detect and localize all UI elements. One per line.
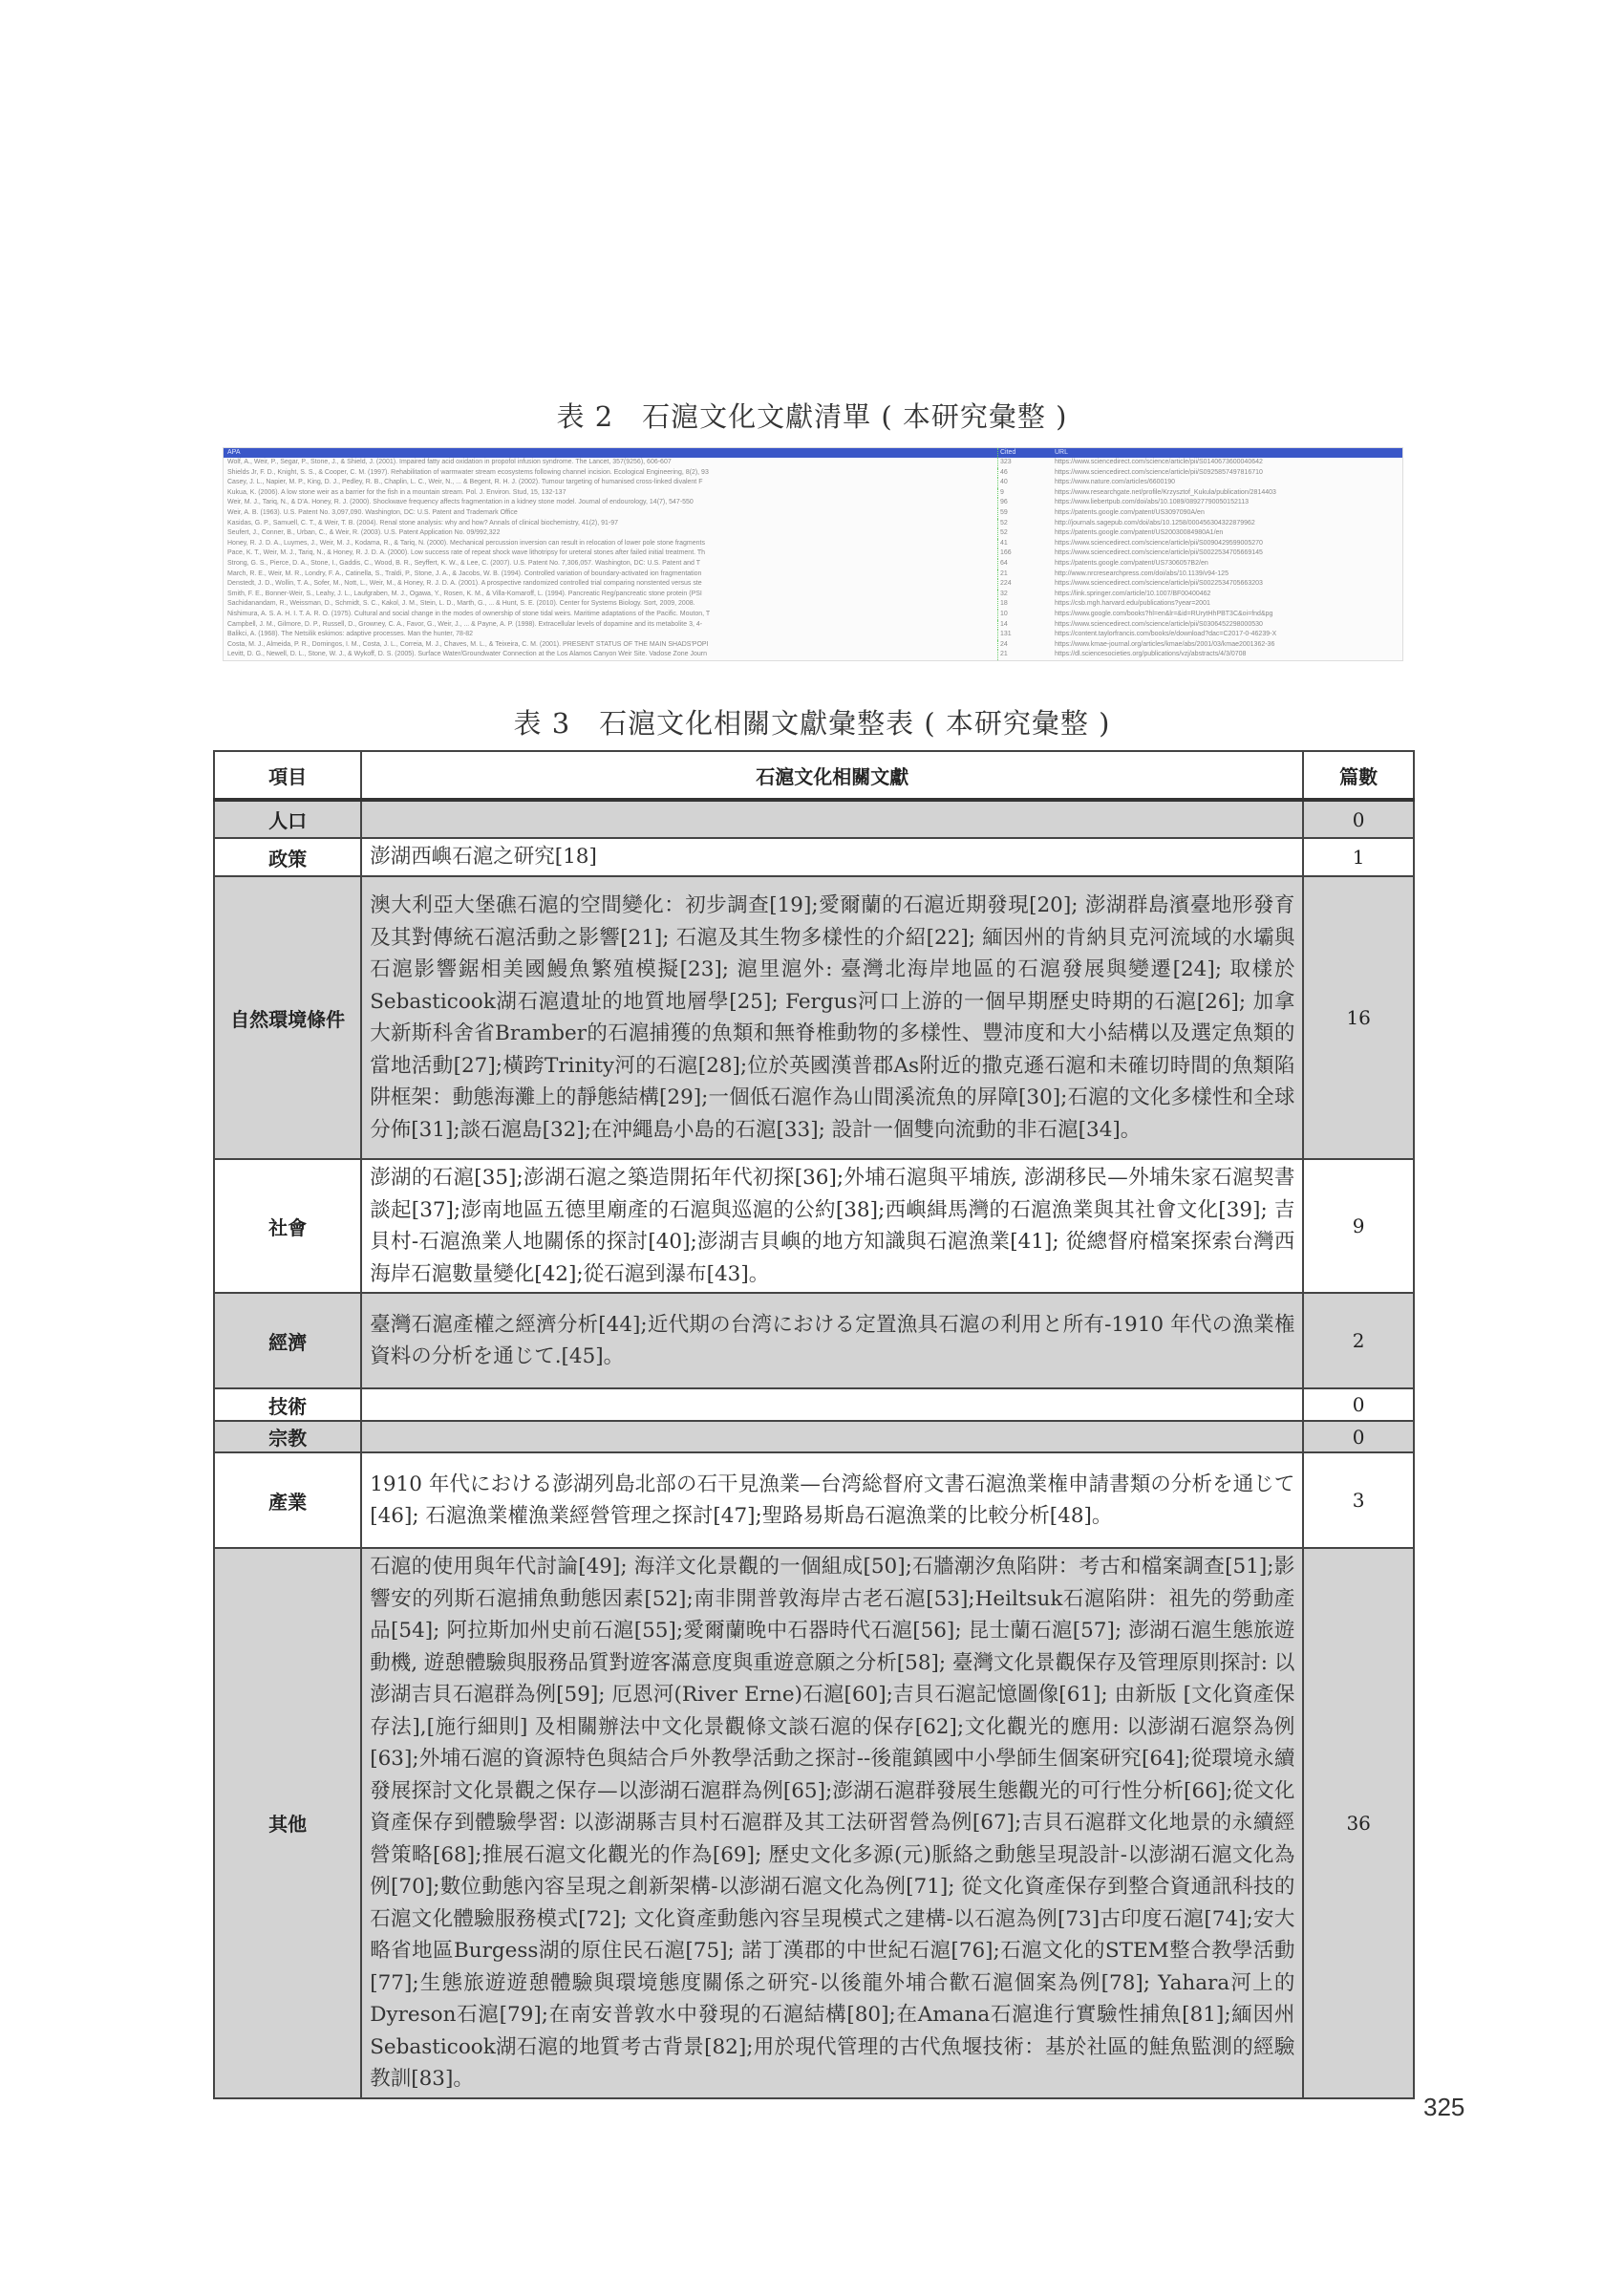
url-cell: https://patents.google.com/patent/US3097090A/en [1055, 508, 1205, 516]
cited-cell: 64 [997, 559, 1036, 570]
literature-cell: 澎湖西嶼石滬之研究[18] [361, 838, 1303, 876]
apa-cell: Shields Jr, F. D., Knight, S. S., & Cooper, C. M. (1997). Rehabilitation of warmwater stream ecosystems following channel incision. Ecological Engineering, 8(2), 93 [227, 468, 709, 476]
literature-cell [361, 800, 1303, 838]
table-row [214, 1293, 1414, 1388]
literature-summary-table [213, 750, 1415, 2099]
header-item: 項目 [214, 751, 361, 800]
table-row [214, 1388, 1414, 1421]
spreadsheet-row [224, 590, 1402, 600]
count-cell: 9 [1303, 1159, 1414, 1293]
cited-cell: 52 [997, 528, 1036, 539]
spreadsheet-row [224, 579, 1402, 590]
apa-cell: Denstedt, J. D., Wollin, T. A., Sofer, M., Nott, L., Weir, M., & Honey, R. J. D. A. (2001). A prospective randomized controlled trial comparing nonstented versus ste [227, 580, 702, 588]
spreadsheet-row [224, 640, 1402, 651]
url-cell: https://www.researchgate.net/profile/Krzysztof_Kukula/publication/2814403 [1055, 488, 1276, 496]
count-cell: 3 [1303, 1452, 1414, 1548]
item-cell: 其他 [214, 1548, 361, 2098]
count-cell: 0 [1303, 800, 1414, 838]
table-3-caption: 表 3 石滬文化相關文獻彙整表 ( 本研究彙整 ) [513, 707, 1111, 740]
spreadsheet-row [224, 528, 1402, 539]
spreadsheet-row [224, 488, 1402, 499]
table-row [214, 1159, 1414, 1293]
cited-cell: 96 [997, 498, 1036, 508]
literature-cell: 澳大利亞大堡礁石滬的空間變化：初步調查[19];愛爾蘭的石滬近期發現[20]; 澎湖群島濱臺地形發育及其對傳統石滬活動之影響[21]; 石滬及其生物多樣性的介紹[22]; 緬因州的肯納貝克河流域的水壩與石滬影響鋸相美國鰻魚繁殖模擬[23]; 滬里滬外: 臺灣北海岸地區的石滬發展與變遷[24]; 取樣於Sebasticook湖石滬遺址的地質地層學[25]; Fergus河口上游的一個早期歷史時期的石滬[26]; 加拿大新斯科舍省Bramber的石滬捕獲的魚類和無脊椎動物的多樣性、豐沛度和大小結構以及選定魚類的當地活動[27];橫跨Trinity河的石滬[28];位於英國漢普郡As附近的撒克遜石滬和未確切時間的魚類陷阱框架：動態海灘上的靜態結構[29];一個低石滬作為山間溪流魚的屏障[30];石滬的文化多樣性和全球分佈[31];談石滬島[32];在沖繩島小島的石滬[33]; 設計一個雙向流動的非石滬[34]。 [361, 876, 1303, 1159]
literature-cell: 澎湖的石滬[35];澎湖石滬之築造開拓年代初探[36];外埔石滬與平埔族, 澎湖移民—外埔朱家石滬契書談起[37];澎南地區五德里廟產的石滬與巡滬的公約[38];西嶼緝馬灣的石滬漁業與其社會文化[39]; 吉貝村-石滬漁業人地關係的探討[40];澎湖吉貝嶼的地方知識與石滬漁業[41]; 從總督府檔案探索台灣西海岸石滬數量變化[42];從石滬到瀑布[43]。 [361, 1159, 1303, 1293]
apa-cell: Nishimura, A. S. A. H. I. T. A. R. O. (1975). Cultural and social change in the modes of ownership of stone tidal weirs. Maritime adaptations of the Pacific. Mouton, T [227, 610, 711, 617]
spreadsheet-row [224, 519, 1402, 529]
spreadsheet-row [224, 548, 1402, 559]
cited-cell: 59 [997, 508, 1036, 519]
url-cell: https://patents.google.com/patent/US20030084980A1/en [1055, 529, 1224, 537]
item-cell: 宗教 [214, 1421, 361, 1452]
apa-cell: Balikci, A. (1968). The Netsilik eskimos: adaptive processes. Man the hunter, 78-82 [227, 631, 474, 638]
item-cell: 技術 [214, 1388, 361, 1421]
cited-cell: 41 [997, 539, 1036, 549]
item-cell: 人口 [214, 800, 361, 838]
spreadsheet-row [224, 599, 1402, 610]
apa-cell: Campbell, J. M., Gilmore, D. P., Russell, D., Growney, C. A., Favor, G., Weir, J., ... & Payne, A. P. (1998). Extracellular levels of dopamine and its metabolite 3, 4- [227, 620, 703, 628]
url-cell: https://www.liebertpub.com/doi/abs/10.1089/08927790050152113 [1055, 499, 1250, 506]
cited-cell: 9 [997, 488, 1036, 499]
url-cell: https://www.google.com/books?hl=en&lr=&id=RUrytHhPBT3C&oi=fnd&pg [1055, 610, 1273, 617]
apa-cell: Casey, J. L., Napier, M. P., King, D. J., Pedley, R. B., Chaplin, L. C., Weir, N., ... & Begent, R. H. J. (2002). Tumour targeting of humanised cross-linked divalent F [227, 479, 703, 486]
count-cell: 36 [1303, 1548, 1414, 2098]
spreadsheet-row [224, 559, 1402, 570]
literature-cell [361, 1421, 1303, 1452]
url-cell: https://www.kmae-journal.org/articles/kmae/abs/2001/03/kmae2001362-36 [1055, 640, 1275, 648]
table-2-caption: 表 2 石滬文化文獻清單 ( 本研究彙整 ) [556, 400, 1068, 433]
apa-cell: Honey, R. J. D. A., Luymes, J., Weir, M. J., Kodama, R., & Tariq, N. (2000). Mechanical percussion inversion can result in relocation of lower pole stone fragments [227, 539, 705, 547]
count-cell: 16 [1303, 876, 1414, 1159]
apa-cell: Costa, M. J., Almeida, P. R., Domingos, I. M., Costa, J. L., Correia, M. J., Chaves, M. L., & Teixeira, C. M. (2001). PRESENT STATUS OF THE MAIN SHADS'POPI [227, 640, 709, 648]
table-row [214, 1421, 1414, 1452]
header-apa: APA [227, 449, 241, 456]
table-row [214, 838, 1414, 876]
literature-cell: 石滬的使用與年代討論[49]; 海洋文化景觀的一個組成[50];石牆潮汐魚陷阱：考古和檔案調查[51];影響安的列斯石滬捕魚動態因素[52];南非開普敦海岸古老石滬[53];Heiltsuk石滬陷阱：祖先的勞動產品[54]; 阿拉斯加州史前石滬[55];愛爾蘭晚中石器時代石滬[56]; 昆士蘭石滬[57]; 澎湖石滬生態旅遊動機, 遊憩體驗與服務品質對遊客滿意度與重遊意願之分析[58]; 臺灣文化景觀保存及管理原則探討: 以澎湖吉貝石滬群為例[59]; 厄恩河(River Erne)石滬[60];吉貝石滬記憶圖像[61]; 由新版 [文化資產保存法],[施行細則] 及相關辦法中文化景觀條文談石滬的保存[62];文化觀光的應用: 以澎湖石滬祭為例[63];外埔石滬的資源特色與結合戶外教學活動之探討--後龍鎮國中小學師生個案研究[64];從環境永續發展探討文化景觀之保存—以澎湖石滬群為例[65];澎湖石滬群發展生態觀光的可行性分析[66];從文化資產保存到體驗學習: 以澎湖縣吉貝村石滬群及其工法研習營為例[67];吉貝石滬群文化地景的永續經營策略[68];推展石滬文化觀光的作為[69]; 歷史文化多源(元)脈絡之動態呈現設計-以澎湖石滬文化為例[70];數位動態內容呈現之創新架構-以澎湖石滬文化為例[71]; 從文化資產保存到整合資通訊科技的石滬文化體驗服務模式[72]; 文化資產動態內容呈現模式之建構-以石滬為例[73]古印度石滬[74];安大略省地區Burgess湖的原住民石滬[75]; 諾丁漢郡的中世紀石滬[76];石滬文化的STEM整合教學活動[77];生態旅遊遊憩體驗與環境態度關係之研究-以後龍外埔合歡石滬個案為例[78]; Yahara河上的Dyreson石滬[79];在南安普敦水中發現的石滬結構[80];在Amana石滬進行實驗性捕魚[81];緬因州Sebasticook湖石滬的地質考古背景[82];用於現代管理的古代魚堰技術：基於社區的鮭魚監測的經驗教訓[83]。 [361, 1548, 1303, 2098]
apa-cell: Weir, M. J., Tariq, N., & D'A. Honey, R. J. (2000). Shockwave frequency affects fragmentation in a kidney stone model. Journal of endourology, 14(7), 547-550 [227, 499, 694, 506]
spreadsheet-row [224, 498, 1402, 508]
cited-cell: 131 [997, 630, 1036, 640]
apa-cell: Wolf, A., Weir, P., Segar, P., Stone, J., & Shield, J. (2001). Impaired fatty acid oxidation in propofol infusion syndrome. The Lancet, 357(9256), 606-607 [227, 459, 672, 465]
table-header-row [214, 751, 1414, 800]
url-cell: https://content.taylorfrancis.com/books/e/download?dac=C2017-0-46239-X [1055, 631, 1277, 638]
url-cell: http://journals.sagepub.com/doi/abs/10.1258/000456304322879962 [1055, 519, 1255, 527]
cited-cell: 46 [997, 468, 1036, 479]
literature-cell: 1910 年代における澎湖列島北部の石干見漁業—台湾総督府文書石滬漁業権申請書類の分析を通じて[46]; 石滬漁業權漁業經營管理之探討[47];聖路易斯島石滬漁業的比較分析[48]。 [361, 1452, 1303, 1548]
item-cell: 自然環境條件 [214, 876, 361, 1159]
count-cell: 2 [1303, 1293, 1414, 1388]
table-row [214, 876, 1414, 1159]
url-cell: https://www.sciencedirect.com/science/article/pii/S0140673600040642 [1055, 459, 1263, 465]
apa-cell: Strong, G. S., Pierce, D. A., Stone, I., Gaddis, C., Wood, B. R., Seyffert, K. W., & Lee, C. (2007). U.S. Patent No. 7,306,057. Washington, DC: U.S. Patent and T [227, 559, 701, 567]
item-cell: 產業 [214, 1452, 361, 1548]
url-cell: https://www.sciencedirect.com/science/article/pii/S0090429599005270 [1055, 539, 1263, 547]
apa-cell: Kasidas, G. P., Samuell, C. T., & Weir, T. B. (2004). Renal stone analysis: why and how? Annals of clinical biochemistry, 41(2), 91-97 [227, 519, 619, 527]
table-row [214, 1548, 1414, 2098]
spreadsheet-body [224, 458, 1402, 660]
reference-spreadsheet [223, 447, 1403, 661]
url-cell: https://dl.sciencesocieties.org/publications/vzj/abstracts/4/3/0708 [1055, 651, 1247, 658]
literature-cell [361, 1388, 1303, 1421]
literature-cell: 臺灣石滬產權之經濟分析[44];近代期の台湾における定置漁具石滬の利用と所有-1910 年代の漁業権資料の分析を通じて.[45]。 [361, 1293, 1303, 1388]
url-cell: https://patents.google.com/patent/US7306057B2/en [1055, 559, 1208, 567]
cited-cell: 10 [997, 610, 1036, 620]
table-row [214, 800, 1414, 838]
spreadsheet-row [224, 539, 1402, 549]
url-cell: https://link.springer.com/article/10.1007/BF00400462 [1055, 590, 1211, 597]
count-cell: 1 [1303, 838, 1414, 876]
header-cited: Cited [997, 448, 1036, 458]
apa-cell: March, R. E., Weir, M. R., Londry, F. A., Catinella, S., Traldi, P., Stone, J. A., & Jacobs, W. B. (1994). Controlled variation of boundary-activated ion fragmentation [227, 570, 702, 577]
spreadsheet-row [224, 620, 1402, 631]
cited-cell: 52 [997, 519, 1036, 529]
spreadsheet-row [224, 458, 1402, 468]
spreadsheet-row [224, 610, 1402, 620]
cited-cell: 32 [997, 590, 1036, 600]
cited-cell: 21 [997, 570, 1036, 580]
item-cell: 政策 [214, 838, 361, 876]
header-url: URL [1055, 449, 1069, 456]
page-number: 325 [1423, 2093, 1465, 2121]
url-cell: https://www.nature.com/articles/6600190 [1055, 479, 1176, 486]
cited-cell: 166 [997, 548, 1036, 559]
url-cell: https://csb.mgh.harvard.edu/publications?year=2001 [1055, 600, 1210, 608]
spreadsheet-row [224, 508, 1402, 519]
url-cell: https://www.sciencedirect.com/science/article/pii/S0022534705663203 [1055, 580, 1263, 588]
apa-cell: Levitt, D. G., Newell, D. L., Stone, W. J., & Wykoff, D. S. (2005). Surface Water/Groundwater Connection at the Los Alamos Canyon Weir Site. Vadose Zone Journ [227, 651, 707, 658]
spreadsheet-row [224, 478, 1402, 488]
url-cell: https://www.sciencedirect.com/science/article/pii/S0306452298000530 [1055, 620, 1263, 628]
spreadsheet-header [224, 448, 1402, 458]
header-literature: 石滬文化相關文獻 [361, 751, 1303, 800]
apa-cell: Weir, A. B. (1963). U.S. Patent No. 3,097,090. Washington, DC: U.S. Patent and Trademark Office [227, 508, 518, 516]
spreadsheet-row [224, 570, 1402, 580]
url-cell: https://www.sciencedirect.com/science/article/pii/S0925857497816710 [1055, 468, 1263, 476]
apa-cell: Smith, F. E., Bonner-Weir, S., Leahy, J. L., Laufgraben, M. J., Ogawa, Y., Rosen, K. M., & Villa-Komaroff, L. (1994). Pancreatic Reg/pancreatic stone protein (PSI [227, 590, 702, 597]
spreadsheet-row [224, 630, 1402, 640]
count-cell: 0 [1303, 1388, 1414, 1421]
cited-cell: 21 [997, 650, 1036, 660]
cited-cell: 14 [997, 620, 1036, 631]
header-count: 篇數 [1303, 751, 1414, 800]
spreadsheet-row [224, 650, 1402, 660]
table-row [214, 1452, 1414, 1548]
cited-cell: 18 [997, 599, 1036, 610]
apa-cell: Kukua, K. (2006). A low stone weir as a barrier for the fish in a mountain stream. Pol. J. Environ. Stud, 15, 132-137 [227, 488, 566, 496]
cited-cell: 40 [997, 478, 1036, 488]
item-cell: 經濟 [214, 1293, 361, 1388]
url-cell: http://www.nrcresearchpress.com/doi/abs/10.1139/v94-125 [1055, 570, 1229, 577]
cited-cell: 323 [997, 458, 1036, 468]
count-cell: 0 [1303, 1421, 1414, 1452]
cited-cell: 24 [997, 640, 1036, 651]
apa-cell: Pace, K. T., Weir, M. J., Tariq, N., & Honey, R. J. D. A. (2000). Low success rate of repeat shock wave lithotripsy for ureteral stones after failed initial treatment. Th [227, 549, 706, 557]
spreadsheet-row [224, 468, 1402, 479]
cited-cell: 224 [997, 579, 1036, 590]
apa-cell: Seufert, J., Conner, B., Urban, C., & Weir, R. (2003). U.S. Patent Application No. 09/992,322 [227, 529, 501, 537]
item-cell: 社會 [214, 1159, 361, 1293]
apa-cell: Sachidanandam, R., Weissman, D., Schmidt, S. C., Kakol, J. M., Stein, L. D., Marth, G., ... & Hunt, S. E. (2010). Center for Systems Biology. Sort, 2009, 2008. [227, 600, 695, 608]
url-cell: https://www.sciencedirect.com/science/article/pii/S0022534705669145 [1055, 549, 1263, 557]
